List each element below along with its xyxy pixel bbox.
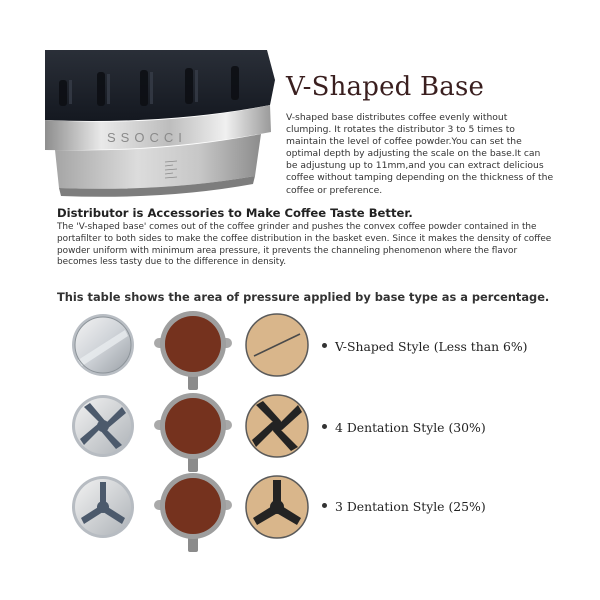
four-dentation-base-icon [70,393,136,459]
brand-engraving: SSOCCI [107,130,187,145]
row-label-text: 4 Dentation Style (30%) [335,420,486,435]
section-paragraph: The 'V-shaped base' comes out of the coffee grinder and pushes the convex coffee powder contained in the portafilter to both sides to make the coffee distribution in the basket even. Since it makes the density of coffee powder uniform with minimum area pressure, it prevents the channeling phenomenon where the flavor becomes less tasty due to the difference in density. [57,222,552,268]
bullet-icon [322,343,327,348]
v-shaped-pressure-icon [244,312,310,378]
bullet-icon [322,424,327,429]
distributor-product-image [45,50,275,210]
row-label-four-dentation [322,420,486,435]
row-label-v-shaped [322,339,528,354]
v-shaped-base-icon [70,312,136,378]
coffee-portafilter-icon [154,310,232,392]
table-heading: This table shows the area of pressure applied by base type as a percentage. [57,290,550,304]
three-dentation-base-icon [70,474,136,540]
row-label-text: V-Shaped Style (Less than 6%) [335,339,528,354]
row-label-text: 3 Dentation Style (25%) [335,499,486,514]
coffee-portafilter-icon [154,472,232,554]
three-dentation-pressure-icon [244,474,310,540]
product-description: V-shaped base distributes coffee evenly without clumping. It rotates the distributor 3 to 5 times to maintain the level of coffee powder.You can set the optimal depth by adjusting the scale on the base.It can be adjustung up to 11mm,and you can extract delicious coffee without tamping depending on the thickness of the coffee or preference. [286,112,554,196]
bullet-icon [322,503,327,508]
section-subheading: Distributor is Accessories to Make Coffee Taste Better. [57,206,413,220]
coffee-portafilter-icon [154,392,232,474]
page-title: V-Shaped Base [286,72,485,102]
row-label-three-dentation [322,499,486,514]
four-dentation-pressure-icon [244,393,310,459]
